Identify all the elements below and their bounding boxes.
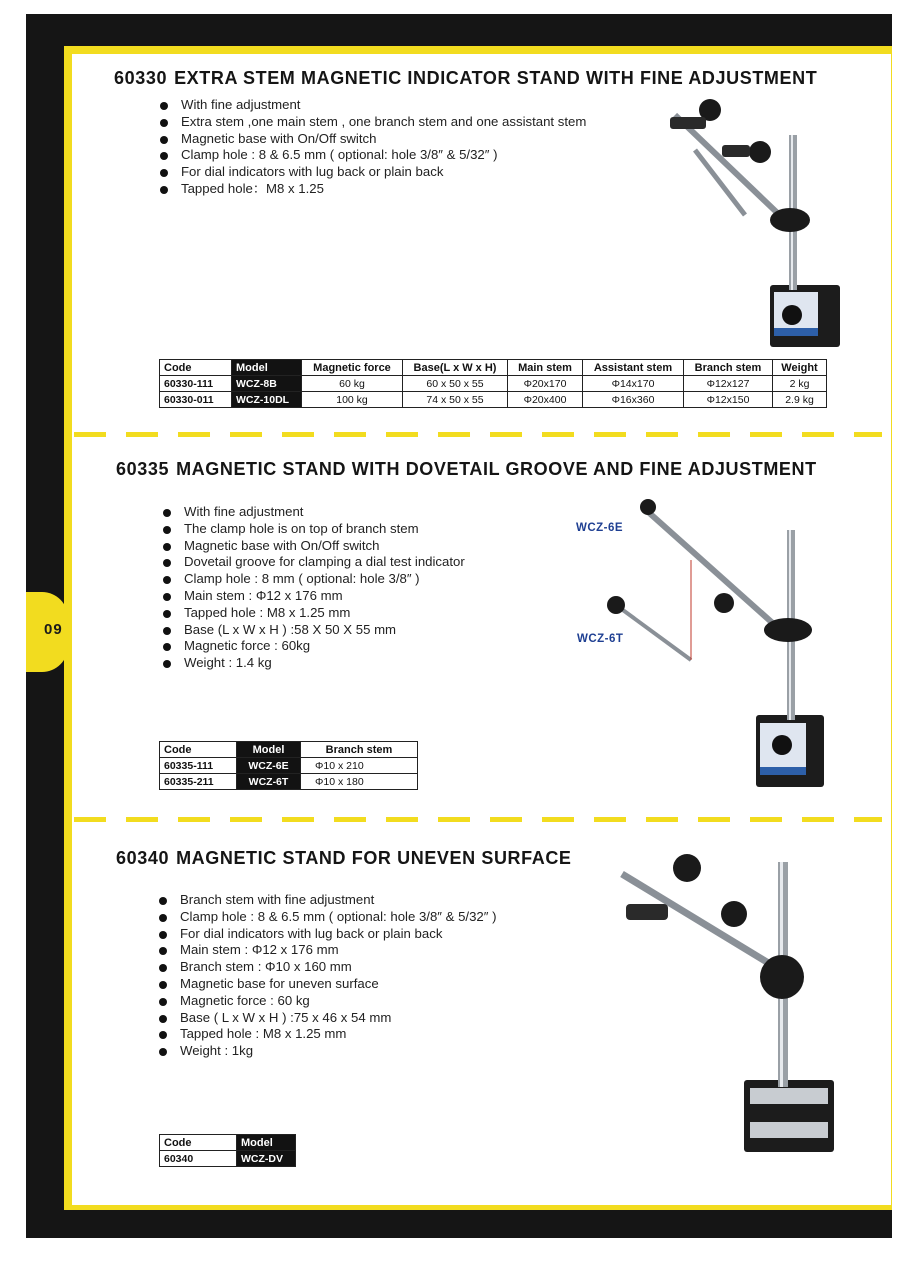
section-divider [74,432,882,437]
table-cell: 2.9 kg [773,392,827,408]
section-title-60335 [116,459,817,480]
feature-item: Magnetic base for uneven surface [159,976,496,993]
feature-item: Branch stem with fine adjustment [159,892,496,909]
table-cell: 60330-111 [160,376,232,392]
spec-table-60335 [159,741,418,790]
feature-item: Clamp hole : 8 & 6.5 mm ( optional: hole 3/8″ & 5/32″ ) [159,909,496,926]
feature-item: Magnetic base with On/Off switch [160,131,586,148]
product-code: 60330 [114,68,168,88]
product-code: 60335 [116,459,170,479]
feature-item: Magnetic base with On/Off switch [163,538,465,555]
table-cell: Φ10 x 180 [301,774,418,790]
product-title: MAGNETIC STAND WITH DOVETAIL GROOVE AND FINE ADJUSTMENT [176,459,817,479]
table-cell: Φ16x360 [583,392,684,408]
feature-item: Dovetail groove for clamping a dial test indicator [163,554,465,571]
feature-item: Clamp hole : 8 mm ( optional: hole 3/8″ ) [163,571,465,588]
spec-table-60330 [159,359,827,408]
column-header: Main stem [508,360,583,376]
table-header-row [160,360,827,376]
feature-list-60330 [160,97,586,198]
feature-item: With fine adjustment [160,97,586,114]
table-cell: 74 x 50 x 55 [403,392,508,408]
table-cell: Φ14x170 [583,376,684,392]
feature-item: With fine adjustment [163,504,465,521]
page-number: 09 [44,621,63,638]
feature-item: For dial indicators with lug back or plain back [160,164,586,181]
column-header: Model [237,742,301,758]
column-header: Model [237,1135,296,1151]
table-row [160,376,827,392]
table-cell: WCZ-8B [232,376,302,392]
feature-item: Main stem : Φ12 x 176 mm [159,942,496,959]
table-cell: Φ10 x 210 [301,758,418,774]
table-cell: 60340 [160,1151,237,1167]
table-cell: WCZ-6E [237,758,301,774]
section-title-60330 [114,68,817,89]
table-row [160,758,418,774]
feature-list-60335 [163,504,465,672]
table-cell: WCZ-10DL [232,392,302,408]
product-title: MAGNETIC STAND FOR UNEVEN SURFACE [176,848,572,868]
column-header: Branch stem [301,742,418,758]
feature-item: Clamp hole : 8 & 6.5 mm ( optional: hole 3/8″ & 5/32″ ) [160,147,586,164]
section-divider [74,817,882,822]
table-cell: 60 kg [302,376,403,392]
column-header: Weight [773,360,827,376]
column-header: Magnetic force [302,360,403,376]
column-header: Code [160,742,237,758]
table-row [160,774,418,790]
column-header: Code [160,1135,237,1151]
feature-item: Base ( L x W x H ) :75 x 46 x 54 mm [159,1010,496,1027]
table-cell: 60335-211 [160,774,237,790]
column-header: Assistant stem [583,360,684,376]
page-bottom-band [26,1210,892,1238]
table-cell: 60330-011 [160,392,232,408]
column-header: Code [160,360,232,376]
table-cell: WCZ-6T [237,774,301,790]
feature-item: Base (L x W x H ) :58 X 50 X 55 mm [163,622,465,639]
table-cell: WCZ-DV [237,1151,296,1167]
table-cell: 100 kg [302,392,403,408]
feature-item: The clamp hole is on top of branch stem [163,521,465,538]
table-cell: Φ12x127 [684,376,773,392]
table-cell: 60 x 50 x 55 [403,376,508,392]
variant-label-wcz-6e: WCZ-6E [576,522,624,534]
dovetail-stand-image-60335 [596,495,836,795]
column-header: Branch stem [684,360,773,376]
feature-item: Extra stem ,one main stem , one branch stem and one assistant stem [160,114,586,131]
feature-item: Branch stem : Φ10 x 160 mm [159,959,496,976]
section-title-60340 [116,848,572,869]
feature-item: Magnetic force : 60 kg [159,993,496,1010]
table-cell: Φ12x150 [684,392,773,408]
feature-item: Magnetic force : 60kg [163,638,465,655]
spec-table-60340 [159,1134,296,1167]
uneven-surface-stand-image-60340 [612,852,842,1162]
feature-item: Main stem : Φ12 x 176 mm [163,588,465,605]
table-cell: 2 kg [773,376,827,392]
feature-item: Weight : 1.4 kg [163,655,465,672]
table-header-row [160,742,418,758]
column-header: Model [232,360,302,376]
product-title: EXTRA STEM MAGNETIC INDICATOR STAND WITH FINE ADJUSTMENT [174,68,818,88]
table-cell: Φ20x170 [508,376,583,392]
table-cell: Φ20x400 [508,392,583,408]
variant-label-wcz-6t: WCZ-6T [577,633,624,645]
feature-item: Tapped hole : M8 x 1.25 mm [159,1026,496,1043]
indicator-stand-image-60330 [650,95,850,355]
feature-list-60340 [159,892,496,1060]
feature-item: Tapped hole : M8 x 1.25 mm [163,605,465,622]
table-cell: 60335-111 [160,758,237,774]
column-header: Base(L x W x H) [403,360,508,376]
product-code: 60340 [116,848,170,868]
feature-item: For dial indicators with lug back or plain back [159,926,496,943]
table-header-row [160,1135,296,1151]
table-row [160,1151,296,1167]
table-row [160,392,827,408]
feature-item: Tapped hole：M8 x 1.25 [160,181,586,198]
feature-item: Weight : 1kg [159,1043,496,1060]
